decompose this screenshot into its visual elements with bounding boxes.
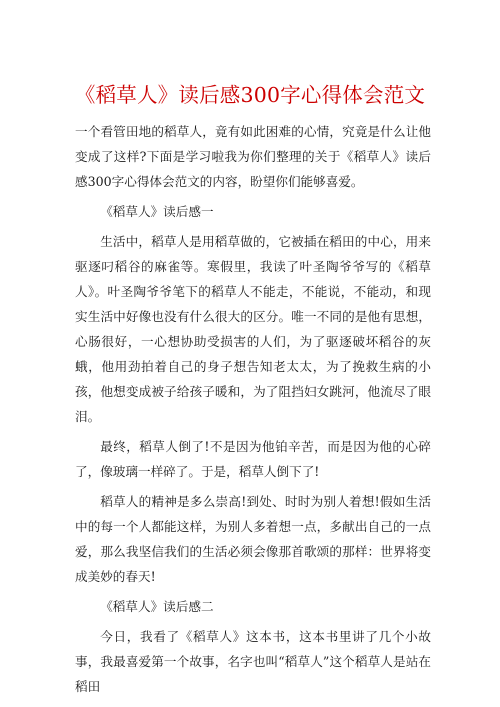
intro-paragraph: 一个看管田地的稻草人，竟有如此困难的心情，究竟是什么让他变成了这样?下面是学习啦我为你们整理的关于《稻草人》读后感300字心得体会范文的内容，盼望你们能够喜爱。 — [75, 124, 431, 189]
body-paragraph: 最终，稻草人倒了!不是因为他铂辛苦，而是因为他的心碎了，像玻璃一样碎了。于是，稻草人倒下了! — [75, 439, 431, 479]
body-paragraph: 稻草人的精神是多么崇高!到处、时时为别人着想!假如生活中的每一个人都能这样，为别人多着想一点，多献出自己的一点爱，那么我坚信我们的生活必须会像那首歌颂的那样：世界将变成美妙的春天! — [75, 494, 431, 584]
body-paragraph: 生活中，稻草人是用稻草做的，它被插在稻田的中心，用来驱逐叼稻谷的麻雀等。寒假里，我读了叶圣陶爷爷写的《稻草人》。叶圣陶爷爷笔下的稻草人不能走，不能说，不能动，和现实生活中好像也没有什么很大的区分。唯一不同的是他有思想，心肠很好，一心想协助受损害的人们，为了驱逐破坏稻谷的灰蛾，他用劲拍着自己的身子想告知老太太，为了挽救生病的小孩，他想变成被子给孩子暖和，为了阻挡妇女跳河，他流尽了眼泪。 — [75, 234, 431, 424]
section-heading-2: 《稻草人》读后感二 — [100, 599, 214, 614]
body-paragraph: 今日，我看了《稻草人》这本书，这本书里讲了几个小故事，我最喜爱第一个故事，名字也叫“稻草人”这个稻草人是站在稻田 — [75, 629, 431, 694]
section-heading-1: 《稻草人》读后感一 — [100, 204, 214, 219]
document-body — [75, 119, 431, 704]
document-title: 《稻草人》读后感300字心得体会范文 — [74, 83, 426, 107]
